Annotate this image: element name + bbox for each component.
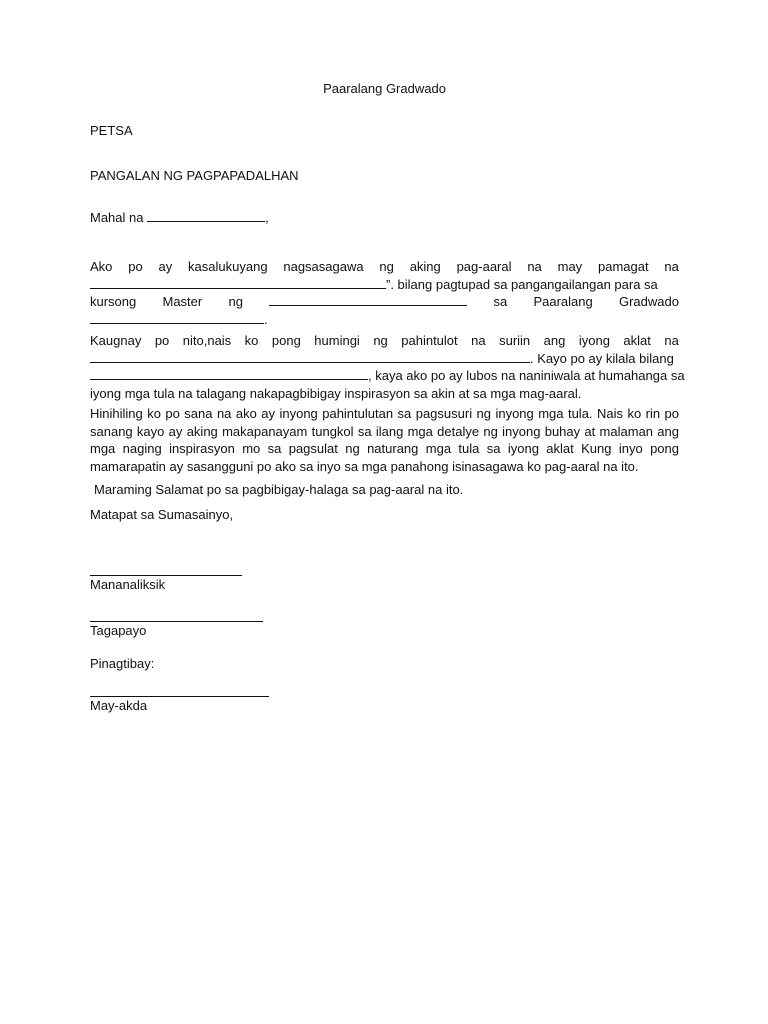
paragraph1-line4	[90, 311, 679, 329]
word: ang	[543, 333, 566, 348]
paragraph1-line2	[90, 276, 679, 294]
paragraph-research-intro	[90, 258, 679, 328]
word: ay	[158, 259, 173, 274]
word: iyong	[578, 333, 610, 348]
word: Ako	[90, 259, 113, 274]
word: kasalukuyang	[188, 259, 268, 274]
letter-page	[90, 0, 685, 1024]
salutation	[90, 209, 679, 227]
approved-label: Pinagtibay:	[90, 656, 155, 671]
course-blank	[269, 293, 467, 306]
paragraph1-line3	[90, 293, 679, 311]
closing-line: Matapat sa Sumasainyo,	[90, 507, 234, 522]
word: ko	[244, 333, 259, 348]
word: pamagat	[597, 259, 649, 274]
paragraph1-line4-text: .	[264, 311, 268, 327]
paragraph1-line1	[90, 258, 679, 276]
word: Kaugnay	[90, 333, 142, 348]
paragraph-permission-request	[90, 332, 685, 402]
word: ng	[228, 294, 243, 309]
word: pag-aaral	[456, 259, 512, 274]
paragraph2-line2-text: . Kayo po ay kilala bilang	[530, 350, 674, 366]
word: Paaralang	[533, 294, 593, 309]
researcher-label: Mananaliksik	[90, 577, 166, 592]
salutation-suffix: ,	[265, 210, 269, 225]
word: nagsasagawa	[283, 259, 364, 274]
word: ng	[373, 333, 388, 348]
word: na	[664, 259, 679, 274]
thesis-title-blank	[90, 276, 386, 289]
book-title-blank	[90, 350, 530, 363]
word: pong	[271, 333, 301, 348]
word: aklat	[623, 333, 651, 348]
word: sa	[493, 294, 508, 309]
word: na	[527, 259, 542, 274]
word: na	[664, 333, 679, 348]
author-label: May-akda	[90, 698, 148, 713]
paragraph2-line3-text: , kaya ako po ay lubos na naniniwala at humahanga sa	[368, 368, 685, 383]
word: humingi	[314, 333, 360, 348]
paragraph-interview-request: Hinihiling ko po sana na ako ay inyong pahintulutan sa pagsusuri ng inyong mga tula. Nais ko rin po sanang kayo ay aking makapanayam tungkol sa ilang mga detalye ng inyong buhay at malaman ang mga naging inspirasyon mo sa pagsulat ng naturang mga tula sa iyong aklat Kung inyo pong mamarapatin ay sasangguni po ako sa inyo sa mga panahong isinasagawa ko pag-aaral na ito.	[90, 406, 679, 474]
paragraph2-line4: iyong mga tula na talagang nakapagbibigay inspirasyon sa akin at sa mga mag-aaral.	[90, 385, 582, 401]
word: na	[471, 333, 486, 348]
adviser-label: Tagapayo	[90, 623, 147, 638]
school-blank	[90, 311, 264, 324]
recipient-name: PANGALAN NG PAGPAPADALHAN	[90, 168, 299, 183]
paragraph1-line2-text: ”. bilang pagtupad sa pangangailangan para sa	[386, 276, 658, 292]
word: Master	[162, 294, 203, 309]
word: po	[154, 333, 170, 348]
word: po	[128, 259, 143, 274]
letter-title: Paaralang Gradwado	[323, 81, 446, 96]
word: pahintulot	[401, 333, 458, 348]
paragraph2-line1	[90, 332, 679, 350]
word: Gradwado	[618, 294, 679, 309]
word: nito,nais	[182, 333, 232, 348]
paragraph2-line3	[90, 367, 685, 385]
paragraph2-line2	[90, 350, 679, 368]
word: ng	[379, 259, 394, 274]
salutation-blank	[147, 209, 265, 222]
word: aking	[409, 259, 441, 274]
thanks-line: Maraming Salamat po sa pagbibigay-halaga sa pag-aaral na ito.	[94, 482, 464, 497]
word: suriin	[499, 333, 531, 348]
salutation-prefix: Mahal na	[90, 210, 144, 225]
author-known-as-blank	[90, 367, 368, 380]
word: may	[557, 259, 583, 274]
date-field: PETSA	[90, 123, 133, 138]
word: kursong	[90, 294, 137, 309]
